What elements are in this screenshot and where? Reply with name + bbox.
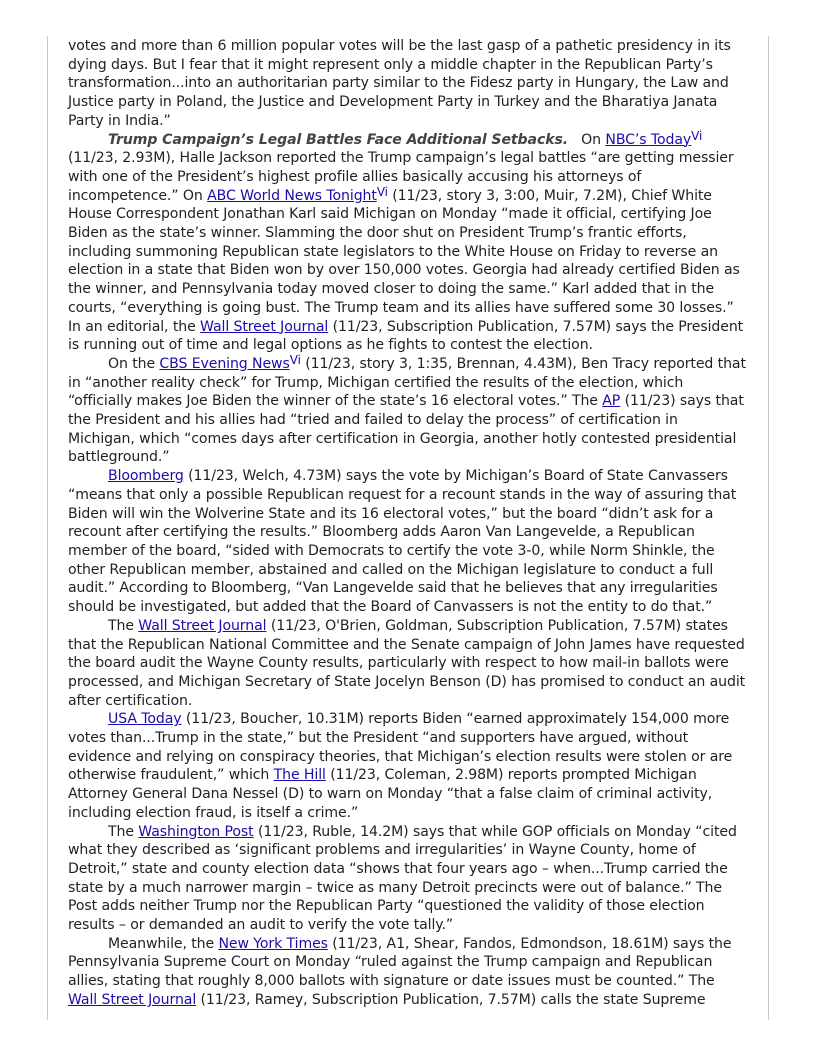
link-wall-street-journal[interactable]: Wall Street Journal	[200, 318, 329, 335]
link-cbs-evening-news[interactable]: CBS Evening News	[159, 355, 290, 372]
paragraph-cbs: On the CBS Evening News$^{Vi}$ (11/23, story 3, 1:35, Brennan, 4.43M), Ben Tracy reported that in “another reality check” for Trump, Michigan certified the results of the election, which “officially makes Joe Biden the winner of the state’s 16 electoral votes.” The AP (11/23) says that the President and his allies had “tried and failed to delay the process” of certification in Michigan, which “comes days after certification in Georgia, another hotly contested presidential battleground.”	[68, 352, 746, 466]
section-heading: Trump Campaign’s Legal Battles Face Additional Setbacks.	[108, 131, 569, 148]
video-icon[interactable]: Vi	[691, 128, 703, 143]
paragraph-new-york-times: Meanwhile, the New York Times (11/23, A1, Shear, Fandos, Edmondson, 18.61M) says the Pennsylvania Supreme Court on Monday “ruled against the Trump campaign and Republican allies, stating that roughly 8,000 ballots with signature or date issues must be counted.” The Wall Street Journal (11/23, Ramey, Subscription Publication, 7.57M) calls the state Supreme	[68, 935, 732, 1008]
link-abc-world-news-tonight[interactable]: ABC World News Tonight	[207, 187, 377, 204]
right-margin-rule	[768, 36, 769, 1020]
link-new-york-times[interactable]: New York Times	[218, 935, 328, 952]
link-usa-today[interactable]: USA Today	[108, 711, 182, 728]
paragraph-bloomberg: Bloomberg (11/23, Welch, 4.73M) says the vote by Michigan’s Board of State Canvassers “means that only a possible Republican request for a recount stands in the way of assuring that Biden will win the Wolverine State and its 16 electoral votes,” but the board “didn’t ask for a recount after certifying the results.” Bloomberg adds Aaron Van Langevelde, a Republican member of the board, “sided with Democrats to certify the vote 3-0, while Norm Shinkle, the other Republican member, abstained and called on the Michigan legislature to conduct a full audit.” According to Bloomberg, “Van Langevelde said that he believes that any irregularities should be investigated, but added that the Board of Canvassers is not the entity to do that.”	[68, 468, 737, 616]
paragraph-washington-post: The Washington Post (11/23, Ruble, 14.2M) says that while GOP officials on Monday “cited what they described as ‘significant problems and irregularities’ in Wayne County, home of Detroit,” state and county election data “shows that four years ago – when...Trump carried the state by a much narrower margin – twice as many Detroit precincts were out of balance.” The Post adds neither Trump nor the Republican Party “questioned the validity of those election results – or demanded an audit to verify the vote tally.”	[68, 823, 737, 934]
video-icon[interactable]: Vi	[289, 352, 301, 367]
paragraph-wsj: The Wall Street Journal (11/23, O'Brien, Goldman, Subscription Publication, 7.57M) states that the Republican National Committee and the Senate campaign of John James have requested the board audit the Wayne County results, particularly with respect to how mail-in ballots were processed, and Michigan Secretary of State Jocelyn Benson (D) has promised to conduct an audit after certification.	[68, 617, 746, 709]
left-margin-rule	[47, 36, 48, 1020]
article-body	[68, 37, 748, 1010]
link-washington-post[interactable]: Washington Post	[138, 823, 254, 840]
video-icon[interactable]: Vi	[376, 184, 388, 199]
link-wall-street-journal[interactable]: Wall Street Journal	[68, 991, 197, 1008]
link-bloomberg[interactable]: Bloomberg	[108, 468, 184, 485]
link-the-hill[interactable]: The Hill	[273, 767, 326, 784]
link-wall-street-journal[interactable]: Wall Street Journal	[138, 617, 267, 634]
paragraph-continued: votes and more than 6 million popular votes will be the last gasp of a pathetic presidency in its dying days. But I fear that it might represent only a middle chapter in the Republican Party’s transformation...into an authoritarian party similar to the Fidesz party in Hungary, the Law and Justice party in Poland, the Justice and Development Party in Turkey and the Bharatiya Janata Party in India.”	[68, 38, 731, 129]
paragraph-usa-today: USA Today (11/23, Boucher, 10.31M) reports Biden “earned approximately 154,000 more votes than...Trump in the state,” but the President “and supporters have argued, without evidence and relying on conspiracy theories, that Michigan’s election results were stolen or are otherwise fraudulent,” which The Hill (11/23, Coleman, 2.98M) reports prompted Michigan Attorney General Dana Nessel (D) to warn on Monday “that a false claim of criminal activity, including election fraud, is itself a crime.”	[68, 711, 733, 821]
link-nbc-today[interactable]: NBC’s Today	[605, 131, 692, 148]
paragraph-legal-battles: Trump Campaign’s Legal Battles Face Additional Setbacks. On NBC’s Today$^{Vi}$ (11/23, 2.93M), Halle Jackson reported the Trump campaign’s legal battles “are getting messier with one of the President’s highest profile allies basically accusing his attorneys of incompetence.” On ABC World News Tonight$^{Vi}$ (11/23, story 3, 3:00, Muir, 7.2M), Chief White House Correspondent Jonathan Karl said Michigan on Monday “made it official, certifying Joe Biden as the state’s winner. Slamming the door shut on President Trump’s frantic efforts, including summoning Republican state legislators to the White House on Friday to reverse an election in a state that Biden won by over 150,000 votes. Georgia had already certified Biden as the winner, and Pennsylvania today moved closer to doing the same.” Karl added that in the courts, “everything is going bust. The Trump team and its allies have suffered some 30 losses.” In an editorial, the Wall Street Journal (11/23, Subscription Publication, 7.57M) says the President is running out of time and legal options as he fights to contest the election.	[68, 128, 744, 354]
link-ap[interactable]: AP	[602, 393, 621, 410]
